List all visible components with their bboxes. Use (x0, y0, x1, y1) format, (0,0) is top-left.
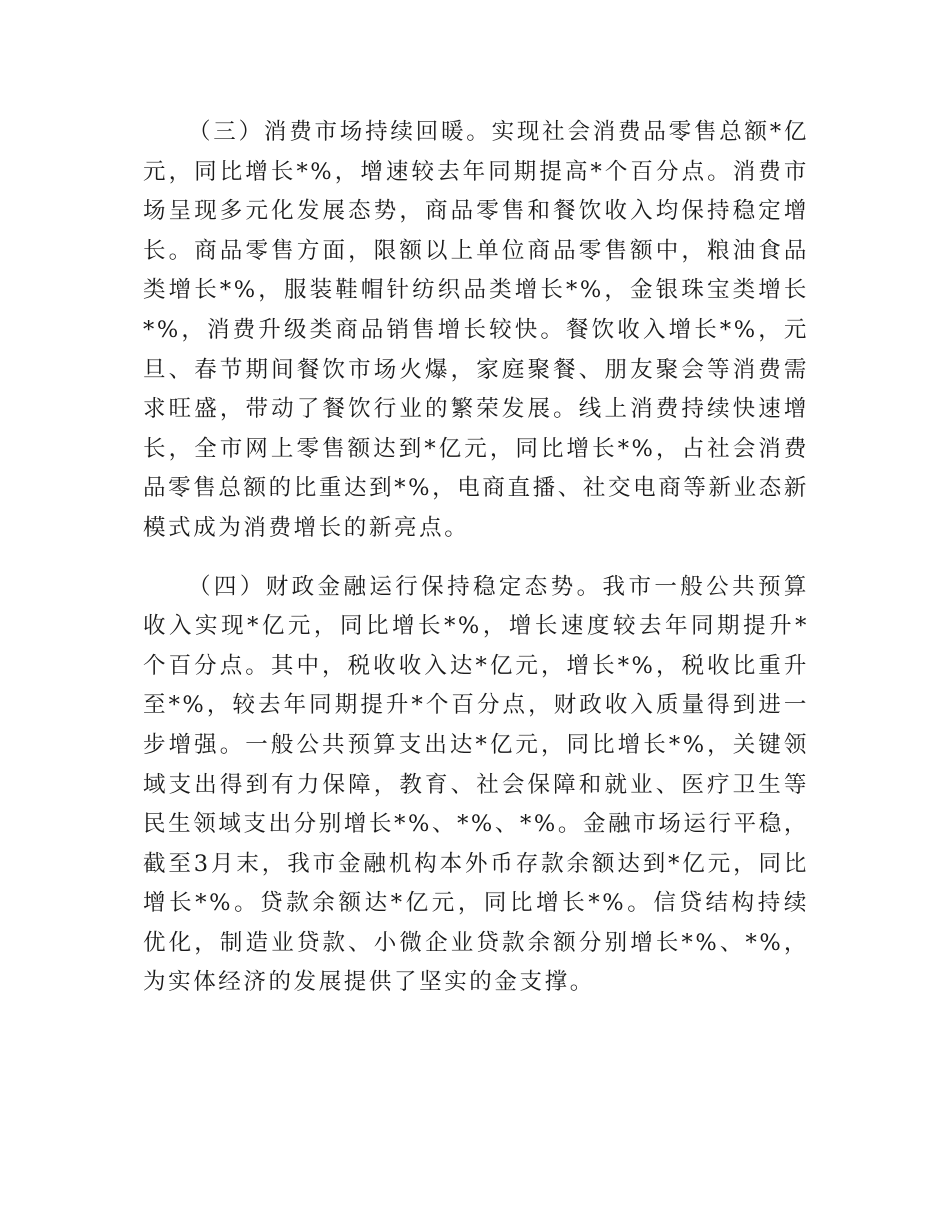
paragraph-consumer-market: （三）消费市场持续回暖。实现社会消费品零售总额*亿元，同比增长*%，增速较去年同期提高*个百分点。消费市场呈现多元化发展态势，商品零售和餐饮收入均保持稳定增长。商品零售方面，限额以上单位商品零售额中，粮油食品类增长*%，服装鞋帽针纺织品类增长*%，金银珠宝类增长*%，消费升级类商品销售增长较快。餐饮收入增长*%，元旦、春节期间餐饮市场火爆，家庭聚餐、朋友聚会等消费需求旺盛，带动了餐饮行业的繁荣发展。线上消费持续快速增长，全市网上零售额达到*亿元，同比增长*%，占社会消费品零售总额的比重达到*%，电商直播、社交电商等新业态新模式成为消费增长的新亮点。 (143, 119, 809, 541)
document-body (143, 113, 809, 1003)
paragraph-fiscal-finance: （四）财政金融运行保持稳定态势。我市一般公共预算收入实现*亿元，同比增长*%，增长速度较去年同期提升*个百分点。其中，税收收入达*亿元，增长*%，税收比重升至*%，较去年同期提升*个百分点，财政收入质量得到进一步增强。一般公共预算支出达*亿元，同比增长*%，关键领域支出得到有力保障，教育、社会保障和就业、医疗卫生等民生领域支出分别增长*%、*%、*%。金融市场运行平稳，截至3月末，我市金融机构本外币存款余额达到*亿元，同比增长*%。贷款余额达*亿元，同比增长*%。信贷结构持续优化，制造业贷款、小微企业贷款余额分别增长*%、*%，为实体经济的发展提供了坚实的金支撑。 (143, 573, 809, 996)
